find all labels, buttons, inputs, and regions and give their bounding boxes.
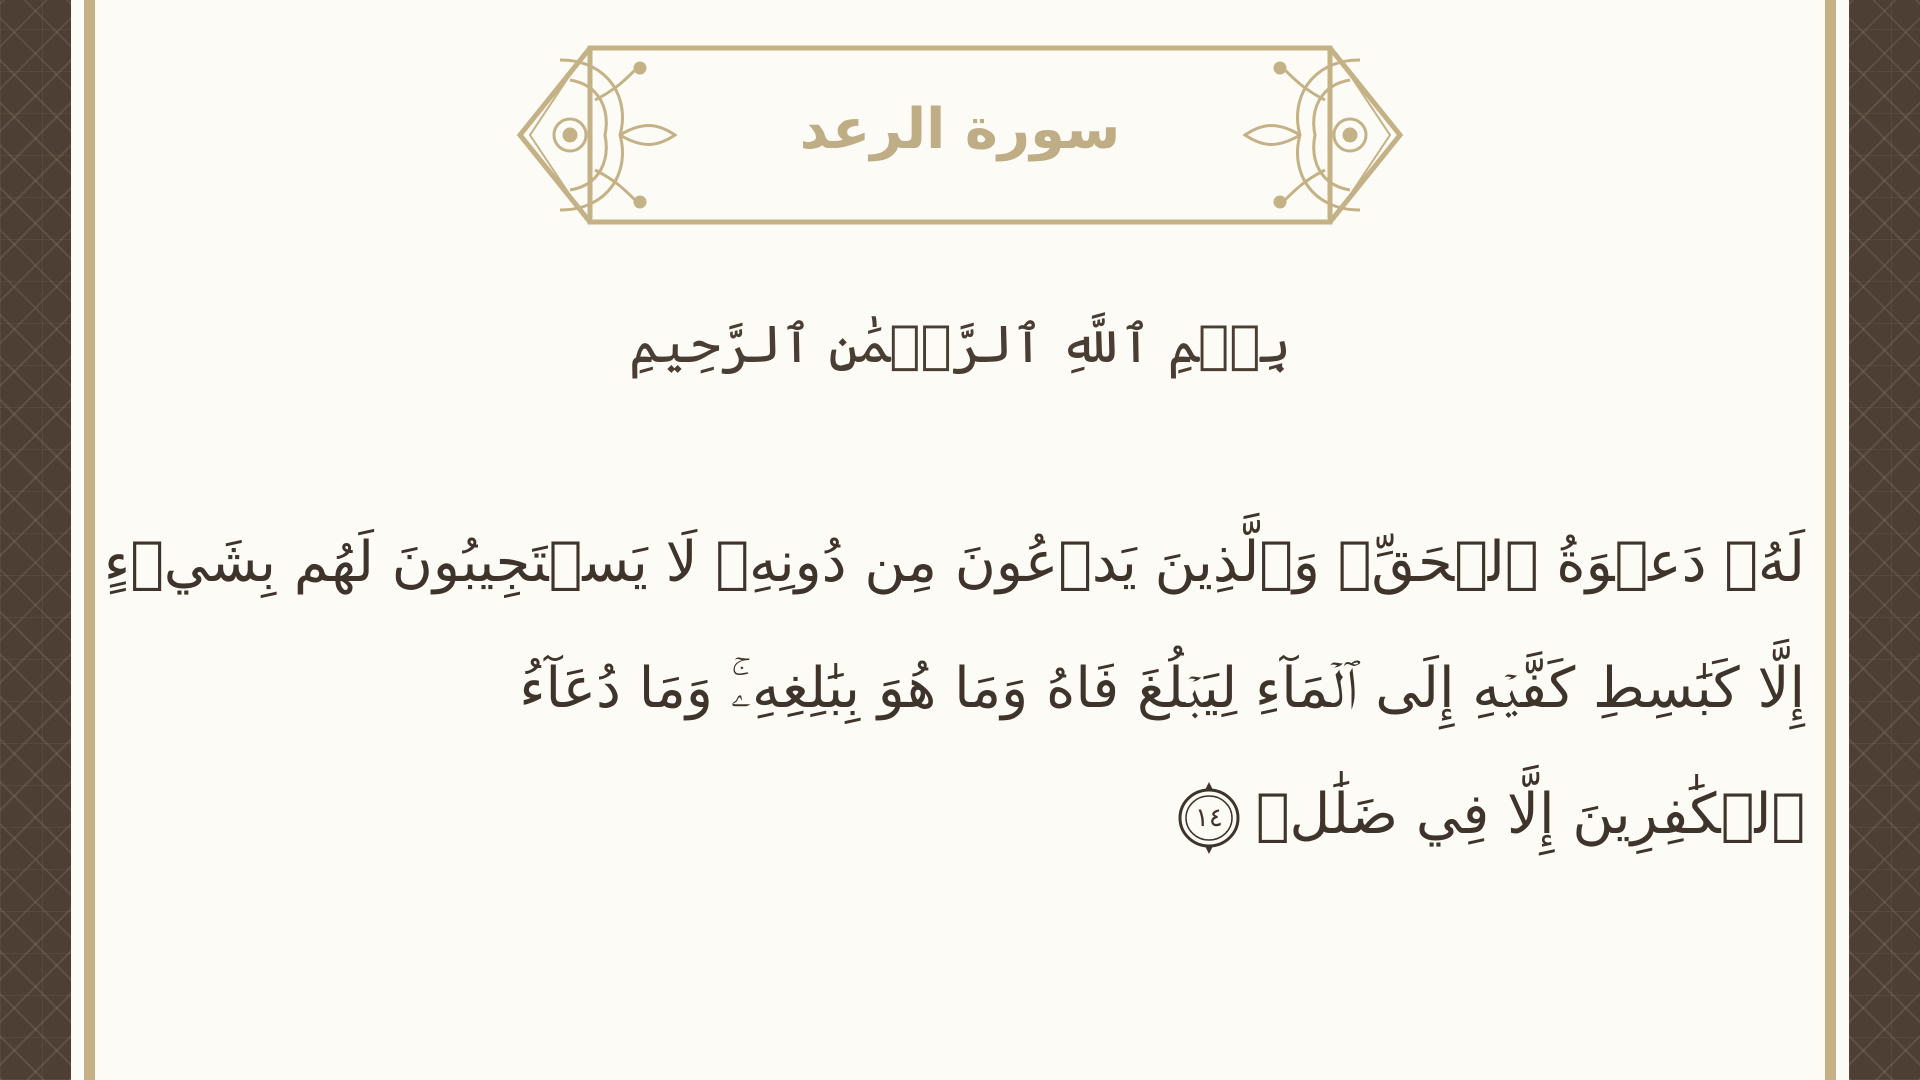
verse-line-3 [235, 752, 1805, 878]
surah-title-cartouche [500, 40, 1420, 230]
right-border-gap [1836, 0, 1849, 1080]
left-border-gap [71, 0, 84, 1080]
surah-title: سورة الرعد [799, 97, 1121, 162]
ayah-end-marker-icon [1176, 780, 1242, 856]
left-pattern-border [0, 0, 71, 1080]
right-pattern-border [1849, 0, 1920, 1080]
basmala: بِسۡمِ ٱللَّهِ ٱلرَّحۡمَٰنِ ٱلرَّحِيمِ [629, 315, 1291, 375]
right-gold-line [1825, 0, 1836, 1080]
left-gold-line [84, 0, 95, 1080]
verse-text [103, 500, 1805, 878]
verse-line-3-text: ٱلۡكَٰفِرِينَ إِلَّا فِي ضَلَٰلٖ [1255, 782, 1805, 847]
verse-line-2: إِلَّا كَبَٰسِطِ كَفَّيۡهِ إِلَى ٱلۡمَآءِ لِيَبۡلُغَ فَاهُ وَمَا هُوَ بِبَٰلِغِهِۦۚ وَمَا دُعَآءُ [519, 656, 1805, 721]
verse-line-1: لَهُۥ دَعۡوَةُ ٱلۡحَقِّۖ وَٱلَّذِينَ يَدۡعُونَ مِن دُونِهِۦ لَا يَسۡتَجِيبُونَ لَهُم بِشَيۡءٍ [103, 530, 1805, 595]
ayah-number: ١٤ [1194, 802, 1223, 833]
